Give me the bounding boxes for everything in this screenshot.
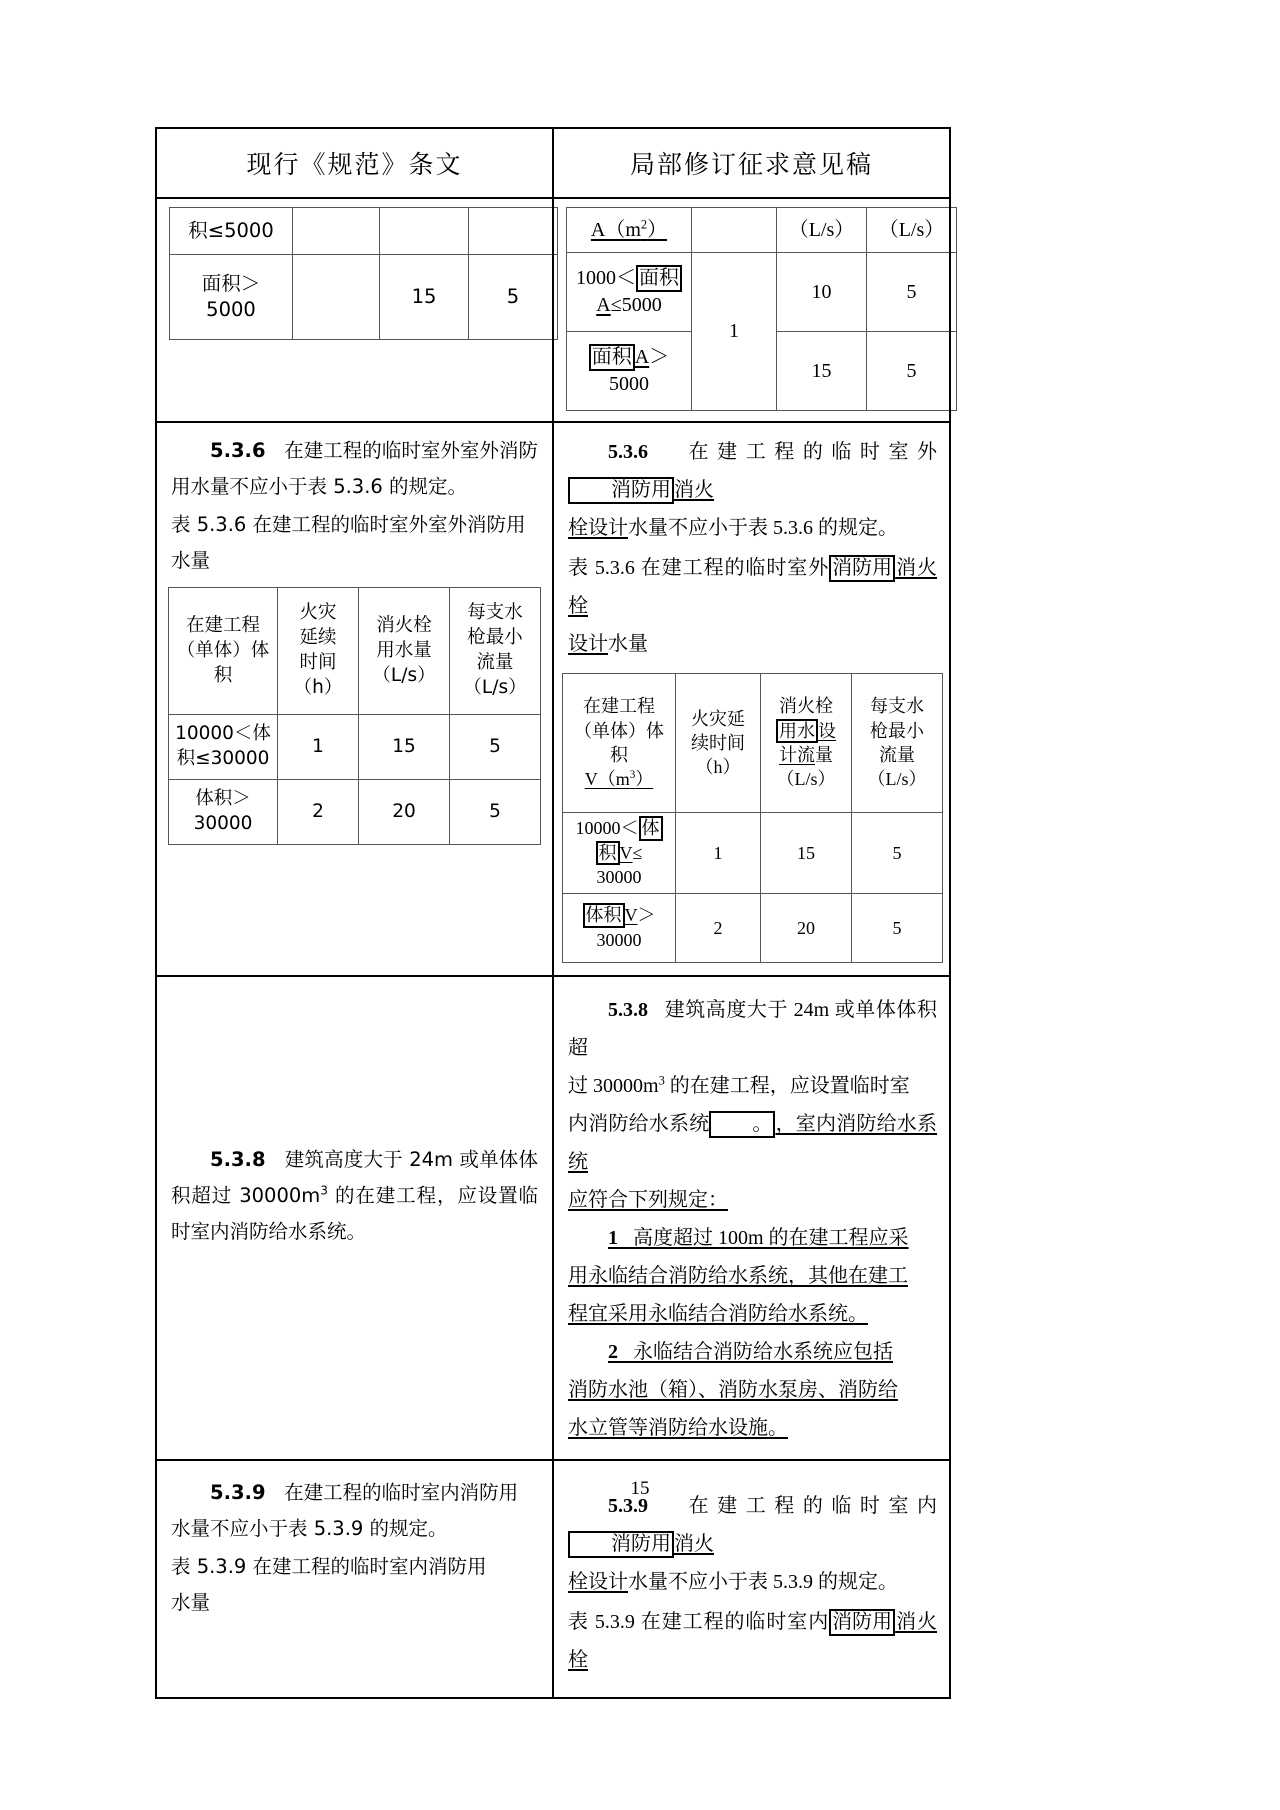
th-volume: 在建工程 （单体）体 积 (169, 588, 278, 715)
del-xiaofangyong-4: 消防用 (829, 1609, 895, 1636)
del-xiaofangyong-3: 消防用 (568, 1531, 674, 1558)
cell-header-blank (692, 208, 777, 253)
cell-value-5c: 5 (867, 332, 957, 411)
del-ti: 体 (639, 816, 663, 841)
del-period: 。 (709, 1111, 775, 1138)
th-duration: 火灾 延续 时间 （h） (278, 588, 359, 715)
del-tiji: 体积 (583, 903, 625, 928)
clause-number-539-right: 5.3.9 (608, 1494, 648, 1517)
row-clause-538 (156, 976, 950, 1460)
td-flow-20: 20 (359, 780, 450, 845)
clause-538-left-text (171, 1142, 538, 1250)
cell-538-left (156, 976, 553, 1460)
cell-top-table-left (156, 198, 553, 422)
ins-xiaohuoshuan-2: 消火栓 (568, 1610, 938, 1671)
td-range-gt-30000: 体积＞ 30000 (169, 780, 278, 845)
cell-blank-2 (380, 208, 469, 255)
ins-jiliu: 计流 (779, 745, 815, 766)
th-nozzle-flow: 每支水 枪最小 流量 （L/s） (450, 588, 541, 715)
line-2b: 的在建工程，应设置临时室 (664, 1074, 910, 1097)
cell-value-5b: 5 (867, 253, 957, 332)
ins-sheji-1: 设计 (568, 633, 608, 655)
cell-header-ls-1: （L/s） (777, 208, 867, 253)
clause-538-right (554, 977, 949, 1459)
clause-536-left (157, 423, 552, 857)
td-flow-15: 15 (359, 715, 450, 780)
clause-538-right-text: 5.3.8 建筑高度大于 24m 或单体体积超 过 $30000m^3$ 的在建工程，应设置临时室 内消防给水系统 。 ，室内消防给水系统 应符合下列规定： (568, 998, 938, 1211)
table-row (170, 255, 558, 340)
table-caption-536-right-l2: 设计水量 (568, 633, 648, 655)
cell-duration-1: 1 (692, 253, 777, 411)
range-suffix: ≤5000 (610, 294, 662, 316)
table-row (169, 715, 541, 780)
clause-number-536-left: 5.3.6 (210, 439, 266, 462)
clause-536-right-p2: 水量不应小于表 5.3.6 的规定。 (628, 517, 898, 539)
item-number-2: 2 (608, 1340, 618, 1363)
clause-536-right (554, 423, 949, 975)
th-duration-r: 火灾延 续时间 （h） (676, 674, 761, 813)
top-table-left (169, 207, 558, 340)
td-duration-1-r: 1 (676, 813, 761, 894)
clause-539-left-l2: 水量不应小于表 5.3.9 的规定。 (171, 1516, 448, 1540)
clause-536-right-p1: 在建工程的临时室外 (688, 441, 938, 463)
del-mianji-2: 面积 (589, 344, 635, 371)
th-hydrant-flow: 消火栓 用水量 （L/s） (359, 588, 450, 715)
ins-shall-comply: 应符合下列规定： (568, 1188, 728, 1211)
td-flow-20-r: 20 (761, 893, 852, 962)
clause-538-item-1 (568, 1219, 937, 1333)
header-cell-revised (553, 128, 950, 198)
cell-line-2: 5000 (206, 298, 256, 321)
clause-number-536-right: 5.3.6 (608, 441, 648, 463)
line-1: 建筑高度大于 24m 或单体体积超 (568, 998, 937, 1059)
table-536-left-wrap (171, 587, 538, 845)
cell-range-1000-5000 (567, 253, 692, 332)
td-nozzle-5: 5 (450, 715, 541, 780)
td-nozzle-5b-r: 5 (852, 893, 943, 962)
table-row (170, 208, 558, 255)
ins-xiaohuo-1: 消火 (674, 479, 714, 501)
item1-line1: 高度超过 100m 的在建工程应采 (633, 1226, 909, 1249)
table-header-row (563, 674, 943, 813)
td-duration-2: 2 (278, 780, 359, 845)
gt-sign: ＞ (649, 346, 670, 368)
td-duration-2-r: 2 (676, 893, 761, 962)
item2-line3: 水立管等消防给水设施。 (568, 1416, 788, 1439)
top-table-left-wrap (157, 199, 552, 350)
cell-range-gt-5000 (567, 332, 692, 411)
range-value: 5000 (609, 373, 649, 395)
td-nozzle-5b: 5 (450, 780, 541, 845)
header-row (156, 128, 950, 198)
top-table-right-wrap (554, 199, 949, 421)
cell-value-10: 10 (777, 253, 867, 332)
table-row (567, 253, 957, 332)
line-3: 内消防给水系统 (568, 1112, 710, 1135)
ins-V-2: V (624, 905, 638, 926)
th-hydrant-flow-r: 消火栓 用水 设 计流量 （L/s） (761, 674, 852, 813)
del-ji: 积 (596, 841, 620, 866)
ins-A-1: A (596, 294, 611, 316)
header-cell-current (156, 128, 553, 198)
ins-she: 设 (818, 720, 836, 741)
cell-blank-1 (293, 208, 380, 255)
td-nozzle-5-r: 5 (852, 813, 943, 894)
comparison-table (155, 127, 951, 1699)
td-range-10000-30000: 10000＜体 积≤30000 (169, 715, 278, 780)
cell-536-left (156, 422, 553, 976)
td-range-10000-30000-r: 10000＜ 体 积 V≤ 30000 (563, 813, 676, 894)
clause-539-right-text (568, 1487, 937, 1601)
td-duration-1: 1 (278, 715, 359, 780)
table-caption-536-left-l1: 表 5.3.6 在建工程的临时室外室外消防用 (171, 513, 526, 537)
line-2a: 过 30000m (568, 1074, 659, 1097)
item2-line2: 消防水池（箱）、消防水泵房、消防给 (568, 1378, 898, 1401)
ins-V-1: V (619, 842, 633, 863)
clause-number-538-left: 5.3.8 (210, 1147, 266, 1171)
item-number-1: 1 (608, 1226, 618, 1249)
ins-indoor-clause: ，室内消防给水系统 (568, 1112, 938, 1173)
clause-536-right-text (568, 433, 937, 547)
clause-number-538-right: 5.3.8 (608, 998, 648, 1021)
td-range-gt-30000-r: 体积 V＞ 30000 (563, 893, 676, 962)
clause-number-539-left: 5.3.9 (210, 1480, 266, 1504)
table-row (169, 780, 541, 845)
table-row (563, 893, 943, 962)
item1-line3: 程宜采用永临结合消防给水系统。 (568, 1302, 868, 1325)
table-536-right (562, 673, 943, 963)
del-xiaofangyong-1: 消防用 (568, 477, 674, 504)
cell-blank-4 (293, 255, 380, 340)
del-xiaofangyong-2: 消防用 (829, 555, 895, 582)
del-mianji-1: 面积 (636, 265, 682, 292)
header-title-left: 现行《规范》条文 (246, 152, 463, 179)
clause-539-left-l1: 在建工程的临时室内消防用 (284, 1480, 519, 1504)
table-row (567, 208, 957, 253)
cell-line-1: 面积＞ (201, 271, 261, 295)
range-prefix: 1000＜ (576, 267, 636, 289)
cell-blank-3 (469, 208, 558, 255)
header-title-right: 局部修订征求意见稿 (629, 152, 873, 179)
table-header-row (169, 588, 541, 715)
table-row (563, 813, 943, 894)
clause-536-left-body: 在建工程的临时室外室外消防用水量不应小于表 5.3.6 的规定。 (171, 439, 538, 499)
table-caption-536-right-l1: 表 5.3.6 在建工程的临时室外 消防用 消火栓 (568, 557, 938, 617)
cell-header-ls-2: （L/s） (867, 208, 957, 253)
th-nozzle-flow-r: 每支水 枪最小 流量 （L/s） (852, 674, 943, 813)
ins-shuansheji-2: 栓设计 (568, 1570, 628, 1593)
table-536-right-wrap (568, 673, 937, 963)
clause-538-left (157, 977, 552, 1417)
clause-539-right-p2: 水量不应小于表 5.3.9 的规定。 (628, 1570, 898, 1593)
cell-header-A-m2 (567, 208, 692, 253)
table-caption-539-left-l2: 水量 (171, 1590, 211, 1614)
cell-area-gt-5000 (170, 255, 293, 340)
page-number: 15 (630, 1478, 650, 1499)
cell-value-15b: 15 (777, 332, 867, 411)
clause-536-left-text (171, 433, 538, 505)
th-volume-r: 在建工程 （单体）体 积 $V(m^3)$ (563, 674, 676, 813)
item2-line1: 永临结合消防给水系统应包括 (633, 1340, 893, 1363)
cell-536-right (553, 422, 950, 976)
ins-A-m2: $A(m^2)$ (590, 217, 668, 241)
comparison-sheet (155, 127, 945, 1699)
clause-538-left-body: 建筑高度大于 24m 或单体体积超过 $30000m^3$ 的在建工程，应设置临时室内消防给水系统。 (171, 1147, 538, 1243)
clause-538-item-2 (568, 1333, 937, 1447)
ins-xiaohuoshuan-1: 消火栓 (568, 557, 938, 617)
top-table-right (566, 207, 957, 411)
clause-539-right-p1: 在建工程的临时室内 (688, 1494, 938, 1517)
ins-A-2: A (634, 346, 650, 368)
table-caption-539-right: 表 5.3.9 在建工程的临时室内 消防用 消火栓 (568, 1610, 938, 1671)
del-yongshui: 用水 (776, 719, 818, 744)
td-flow-15-r: 15 (761, 813, 852, 894)
table-caption-536-left-l2: 水量 (171, 549, 211, 573)
ins-V-m3: $V(m^3)$ (584, 769, 654, 790)
cell-value-15: 15 (380, 255, 469, 340)
row-clause-536 (156, 422, 950, 976)
cell-top-table-right (553, 198, 950, 422)
cell-value-5: 5 (469, 255, 558, 340)
item1-line2: 用永临结合消防给水系统，其他在建工 (568, 1264, 908, 1287)
table-536-left (168, 587, 541, 845)
ins-xiaohuo-2: 消火 (674, 1532, 714, 1555)
table-caption-539-left-l1: 表 5.3.9 在建工程的临时室内消防用 (171, 1554, 487, 1578)
cell-538-right (553, 976, 950, 1460)
row-top-tables (156, 198, 950, 422)
ins-shuansheji-1: 栓设计 (568, 517, 628, 539)
cell-area-le-5000: 积≤5000 (170, 208, 293, 255)
